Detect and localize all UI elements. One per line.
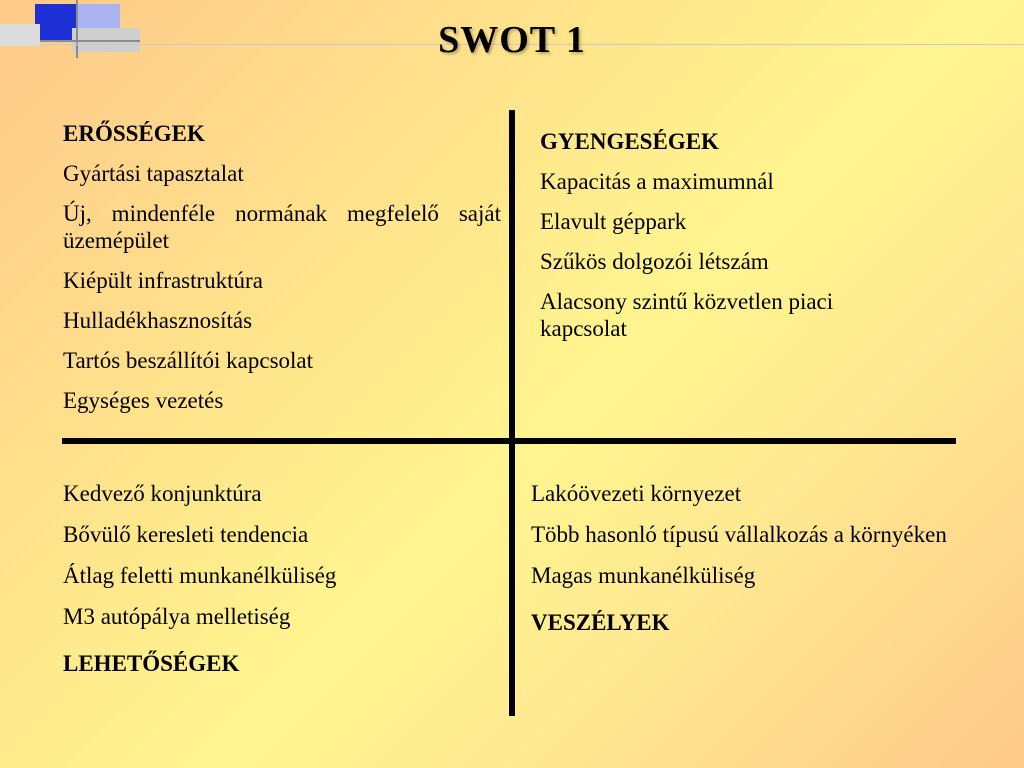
list-item: Hulladékhasznosítás — [63, 308, 253, 333]
list-item: Kiépült infrastruktúra — [63, 268, 263, 293]
list-item: Szűkös dolgozói létszám — [540, 249, 769, 274]
list-item: M3 autópálya melletiség — [63, 604, 291, 629]
list-item: Egységes vezetés — [63, 388, 224, 413]
weaknesses-quadrant — [540, 128, 920, 342]
list-item: Bővülő keresleti tendencia — [63, 522, 309, 547]
threats-quadrant — [531, 480, 951, 636]
threats-heading: VESZÉLYEK — [531, 610, 670, 635]
horizontal-divider — [62, 438, 956, 444]
list-item: Több hasonló típusú vállalkozás a környéken — [531, 522, 947, 547]
list-item: Elavult géppark — [540, 209, 687, 234]
opportunities-heading: LEHETŐSÉGEK — [63, 651, 240, 676]
list-item: Kedvező konjunktúra — [63, 481, 262, 506]
list-item: Új, mindenféle normának megfelelő saját üzemépület — [63, 201, 501, 253]
strengths-quadrant — [63, 120, 501, 414]
list-item: Gyártási tapasztalat — [63, 161, 244, 186]
list-item: Átlag feletti munkanélküliség — [63, 563, 337, 588]
vertical-divider — [509, 110, 515, 716]
opportunities-quadrant — [63, 480, 483, 677]
list-item: Alacsony szintű közvetlen piaci kapcsolat — [540, 289, 834, 341]
strengths-heading: ERŐSSÉGEK — [63, 121, 205, 146]
list-item: Kapacitás a maximumnál — [540, 169, 774, 194]
list-item: Magas munkanélküliség — [531, 563, 756, 588]
weaknesses-heading: GYENGESÉGEK — [540, 129, 719, 154]
list-item: Tartós beszállítói kapcsolat — [63, 348, 314, 373]
list-item: Lakóövezeti környezet — [531, 481, 742, 506]
slide-title: SWOT 1 — [438, 19, 586, 61]
